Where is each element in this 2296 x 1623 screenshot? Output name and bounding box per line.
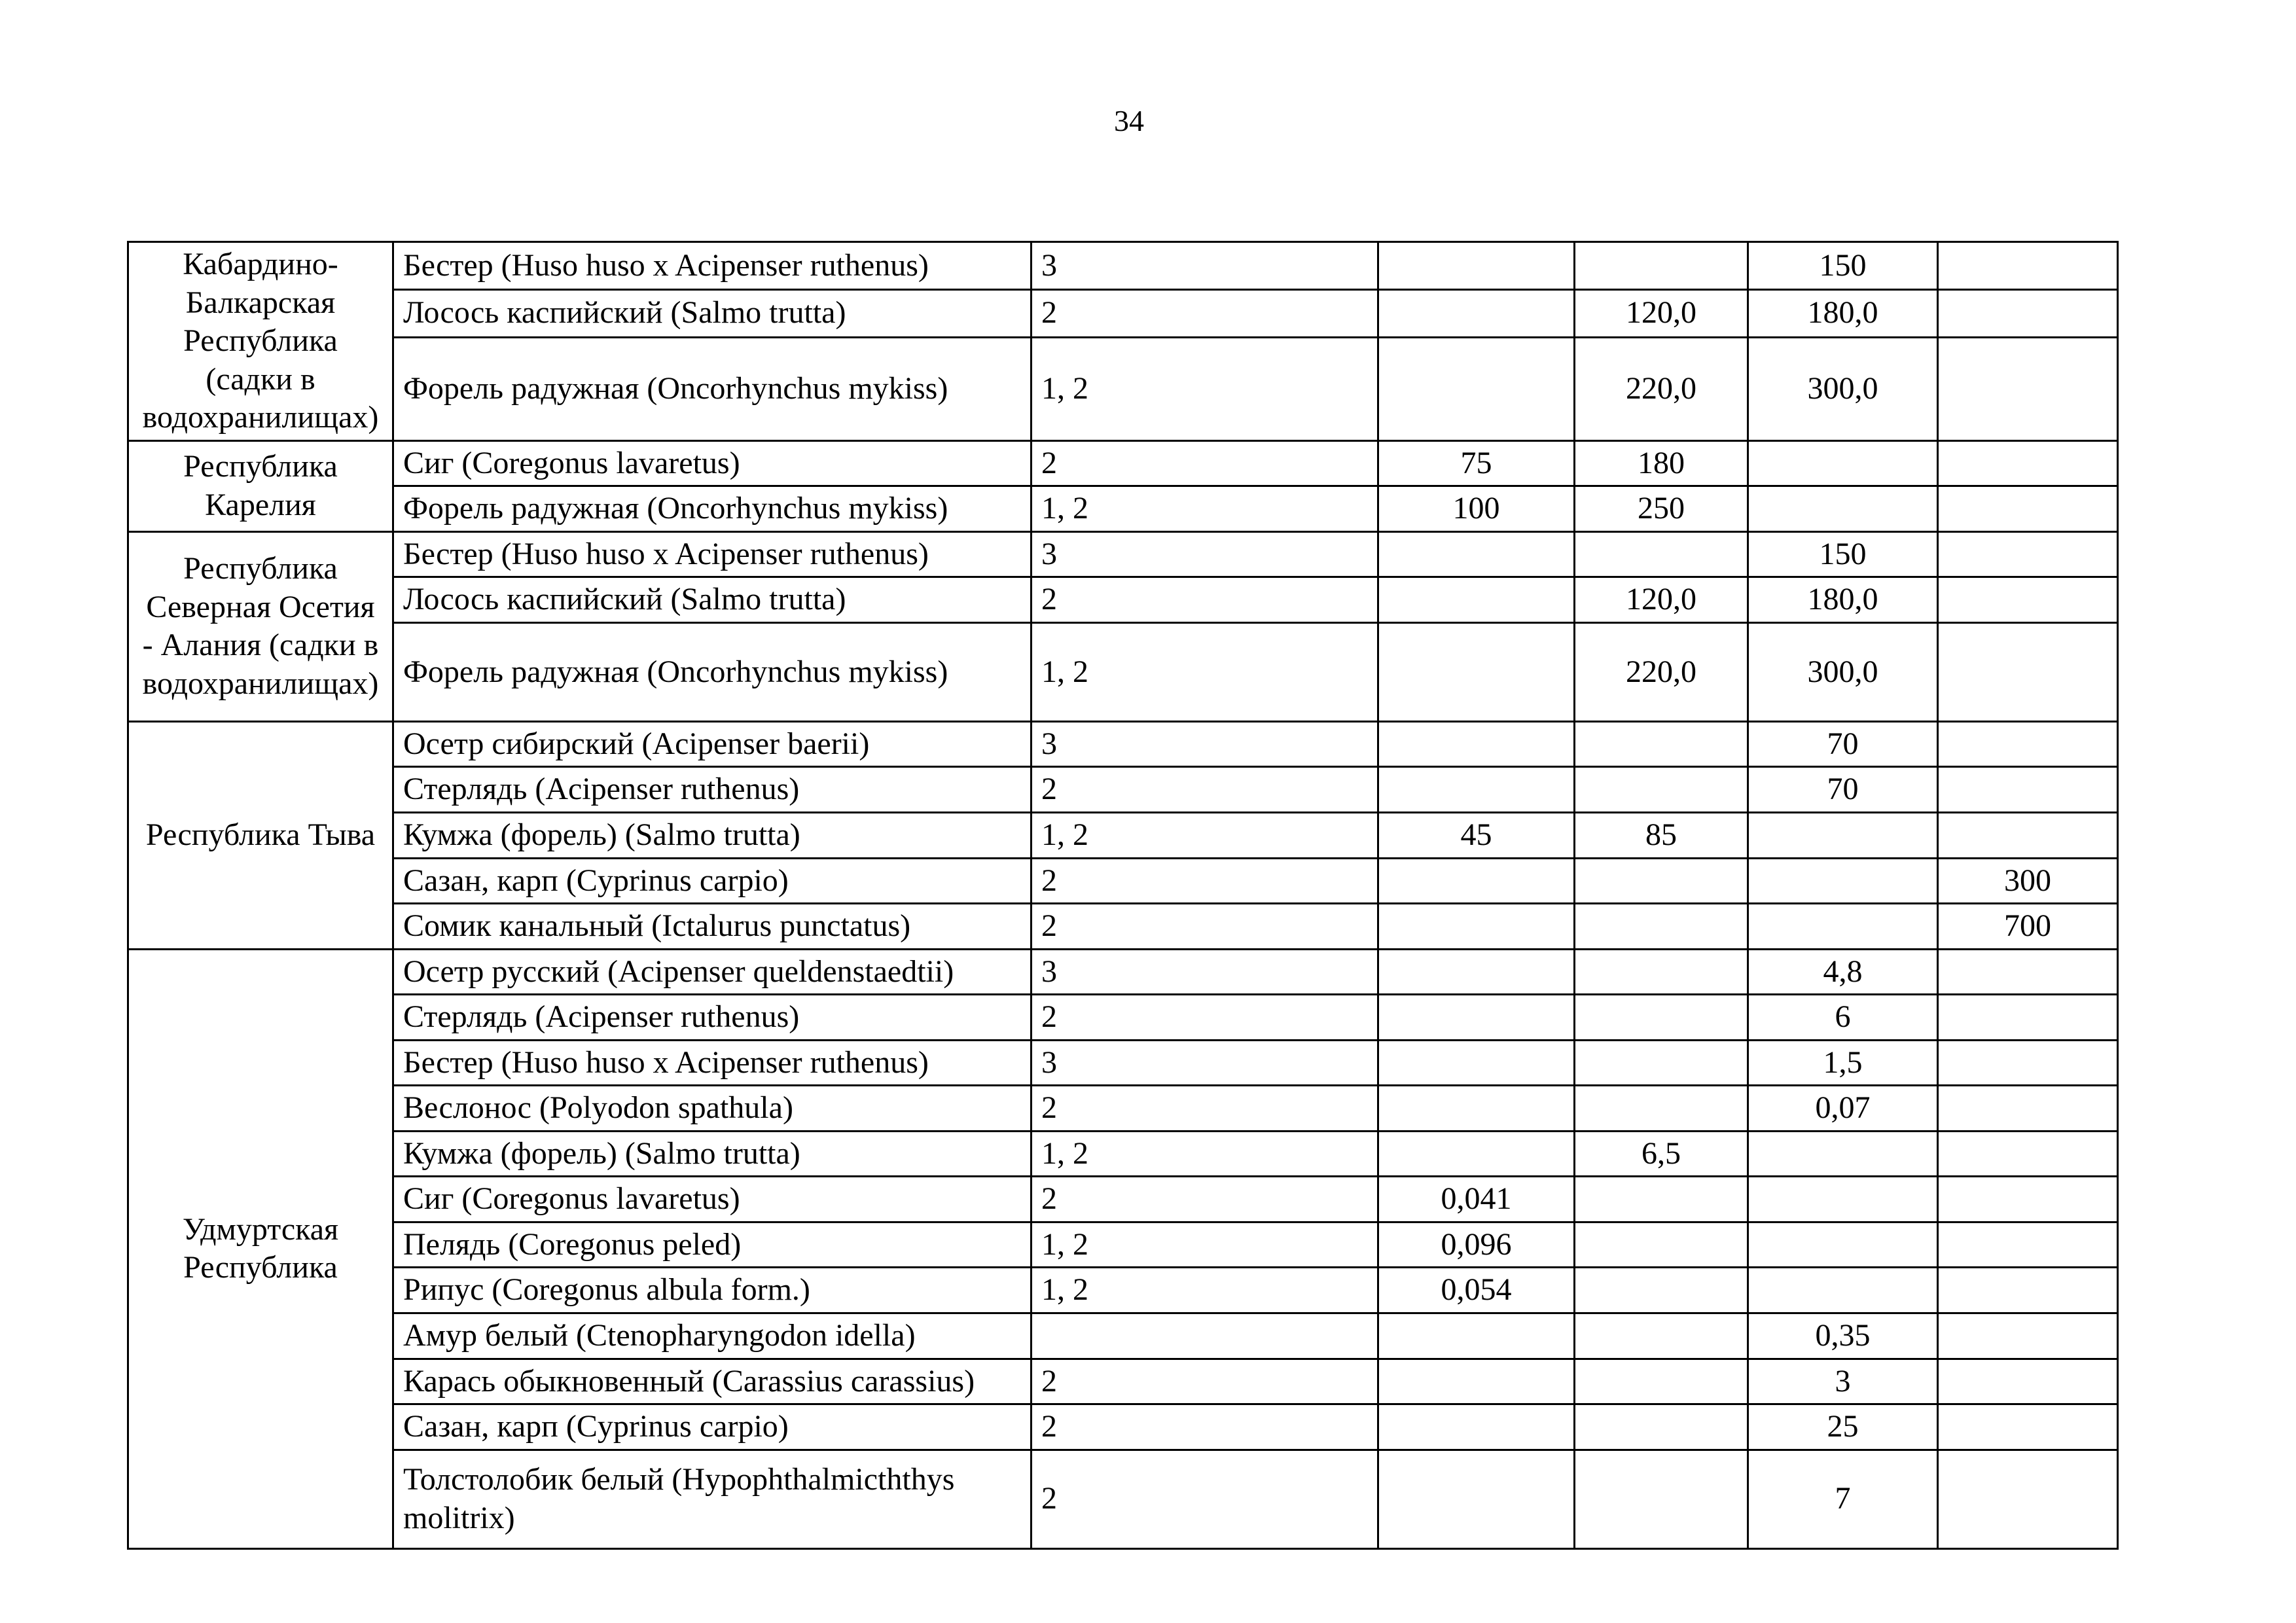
value-cell-2 (1575, 995, 1748, 1041)
value-cell-1 (1378, 1131, 1575, 1177)
value-cell-3 (1748, 813, 1938, 859)
value-cell-4 (1938, 531, 2118, 577)
table-row (128, 242, 2118, 290)
value-cell-2: 120,0 (1575, 577, 1748, 623)
zone-cell: 2 (1031, 904, 1378, 950)
value-cell-4 (1938, 242, 2118, 290)
species-cell: Бестер (Huso huso x Acipenser ruthenus) (393, 531, 1031, 577)
species-cell: Сазан, карп (Cyprinus carpio) (393, 1404, 1031, 1450)
zone-cell: 2 (1031, 577, 1378, 623)
species-cell: Стерлядь (Acipenser ruthenus) (393, 995, 1031, 1041)
region-cell: Кабардино-Балкарская Республика (садки в водохранилищах) (128, 242, 393, 441)
value-cell-2 (1575, 1177, 1748, 1222)
table-row (128, 486, 2118, 532)
table-row (128, 1040, 2118, 1086)
value-cell-1 (1378, 995, 1575, 1041)
value-cell-1: 100 (1378, 486, 1575, 532)
value-cell-3: 300,0 (1748, 622, 1938, 721)
value-cell-4: 700 (1938, 904, 2118, 950)
species-cell: Бестер (Huso huso x Acipenser ruthenus) (393, 1040, 1031, 1086)
table-row (128, 949, 2118, 995)
value-cell-4 (1938, 1177, 2118, 1222)
value-cell-4 (1938, 721, 2118, 767)
table-row (128, 1450, 2118, 1548)
table-row (128, 1086, 2118, 1132)
value-cell-1: 0,041 (1378, 1177, 1575, 1222)
value-cell-4 (1938, 767, 2118, 813)
value-cell-3: 180,0 (1748, 289, 1938, 337)
value-cell-3: 180,0 (1748, 577, 1938, 623)
species-cell: Форель радужная (Oncorhynchus mykiss) (393, 622, 1031, 721)
species-cell: Форель радужная (Oncorhynchus mykiss) (393, 486, 1031, 532)
zone-cell: 2 (1031, 440, 1378, 486)
species-cell: Лосось каспийский (Salmo trutta) (393, 577, 1031, 623)
zone-cell: 2 (1031, 1359, 1378, 1404)
value-cell-1 (1378, 289, 1575, 337)
value-cell-3: 7 (1748, 1450, 1938, 1548)
value-cell-4 (1938, 1131, 2118, 1177)
value-cell-1 (1378, 531, 1575, 577)
value-cell-1 (1378, 1359, 1575, 1404)
zone-cell: 1, 2 (1031, 1131, 1378, 1177)
value-cell-1 (1378, 622, 1575, 721)
value-cell-2 (1575, 858, 1748, 904)
value-cell-1 (1378, 1313, 1575, 1359)
species-cell: Бестер (Huso huso x Acipenser ruthenus) (393, 242, 1031, 290)
value-cell-4 (1938, 1359, 2118, 1404)
zone-cell: 2 (1031, 1450, 1378, 1548)
value-cell-2: 85 (1575, 813, 1748, 859)
value-cell-3: 1,5 (1748, 1040, 1938, 1086)
value-cell-3 (1748, 486, 1938, 532)
zone-cell: 2 (1031, 1404, 1378, 1450)
value-cell-4: 300 (1938, 858, 2118, 904)
value-cell-4 (1938, 1404, 2118, 1450)
region-cell: Республика Тыва (128, 721, 393, 949)
zone-cell: 1, 2 (1031, 1222, 1378, 1268)
value-cell-3: 4,8 (1748, 949, 1938, 995)
table-row (128, 813, 2118, 859)
zone-cell: 3 (1031, 721, 1378, 767)
species-cell: Рипус (Coregonus albula form.) (393, 1268, 1031, 1313)
species-cell: Карась обыкновенный (Carassius carassius) (393, 1359, 1031, 1404)
value-cell-2 (1575, 1086, 1748, 1132)
table-row (128, 1222, 2118, 1268)
zone-cell: 1, 2 (1031, 622, 1378, 721)
value-cell-1: 0,054 (1378, 1268, 1575, 1313)
species-cell: Сазан, карп (Cyprinus carpio) (393, 858, 1031, 904)
species-cell: Лосось каспийский (Salmo trutta) (393, 289, 1031, 337)
value-cell-4 (1938, 486, 2118, 532)
value-cell-3 (1748, 1131, 1938, 1177)
species-cell: Форель радужная (Oncorhynchus mykiss) (393, 337, 1031, 440)
table-row (128, 289, 2118, 337)
table-row (128, 1313, 2118, 1359)
value-cell-1 (1378, 949, 1575, 995)
value-cell-1 (1378, 858, 1575, 904)
zone-cell: 3 (1031, 949, 1378, 995)
value-cell-2: 250 (1575, 486, 1748, 532)
table-row (128, 767, 2118, 813)
value-cell-4 (1938, 1086, 2118, 1132)
value-cell-1: 75 (1378, 440, 1575, 486)
zone-cell: 1, 2 (1031, 486, 1378, 532)
page-number: 34 (1114, 104, 1144, 137)
value-cell-2: 180 (1575, 440, 1748, 486)
value-cell-2: 120,0 (1575, 289, 1748, 337)
zone-cell: 2 (1031, 995, 1378, 1041)
value-cell-1 (1378, 904, 1575, 950)
value-cell-4 (1938, 1222, 2118, 1268)
table-body (128, 242, 2118, 1549)
value-cell-4 (1938, 949, 2118, 995)
value-cell-1 (1378, 1404, 1575, 1450)
region-cell: Республика Северная Осетия - Алания (садки в водохранилищах) (128, 531, 393, 721)
species-cell: Сиг (Coregonus lavaretus) (393, 1177, 1031, 1222)
value-cell-4 (1938, 1313, 2118, 1359)
value-cell-2 (1575, 904, 1748, 950)
value-cell-1 (1378, 1086, 1575, 1132)
value-cell-2 (1575, 949, 1748, 995)
zone-cell: 2 (1031, 289, 1378, 337)
zone-cell: 3 (1031, 242, 1378, 290)
zone-cell: 3 (1031, 531, 1378, 577)
value-cell-3: 300,0 (1748, 337, 1938, 440)
species-cell: Осетр сибирский (Acipenser baerii) (393, 721, 1031, 767)
aquaculture-table (127, 241, 2119, 1550)
zone-cell: 2 (1031, 1086, 1378, 1132)
value-cell-2 (1575, 531, 1748, 577)
table-row (128, 904, 2118, 950)
value-cell-2 (1575, 242, 1748, 290)
value-cell-2 (1575, 1404, 1748, 1450)
value-cell-3: 25 (1748, 1404, 1938, 1450)
species-cell: Кумжа (форель) (Salmo trutta) (393, 1131, 1031, 1177)
value-cell-4 (1938, 1268, 2118, 1313)
value-cell-3: 150 (1748, 242, 1938, 290)
value-cell-1 (1378, 721, 1575, 767)
value-cell-1 (1378, 577, 1575, 623)
region-cell: Республика Карелия (128, 440, 393, 531)
value-cell-4 (1938, 1040, 2118, 1086)
value-cell-3 (1748, 1177, 1938, 1222)
table-row (128, 1177, 2118, 1222)
species-cell: Веслонос (Polyodon spathula) (393, 1086, 1031, 1132)
zone-cell: 2 (1031, 1177, 1378, 1222)
table-row (128, 1268, 2118, 1313)
value-cell-1: 45 (1378, 813, 1575, 859)
value-cell-2 (1575, 1222, 1748, 1268)
value-cell-2 (1575, 1268, 1748, 1313)
value-cell-3: 70 (1748, 721, 1938, 767)
value-cell-1 (1378, 242, 1575, 290)
zone-cell: 2 (1031, 858, 1378, 904)
value-cell-1 (1378, 1040, 1575, 1086)
value-cell-2: 6,5 (1575, 1131, 1748, 1177)
value-cell-2 (1575, 767, 1748, 813)
species-cell: Осетр русский (Acipenser queldenstaedtii) (393, 949, 1031, 995)
value-cell-3: 150 (1748, 531, 1938, 577)
value-cell-2: 220,0 (1575, 622, 1748, 721)
table-row (128, 995, 2118, 1041)
table-row (128, 721, 2118, 767)
value-cell-4 (1938, 813, 2118, 859)
value-cell-4 (1938, 577, 2118, 623)
species-cell: Толстолобик белый (Hypophthalmicththys molitrix) (393, 1450, 1031, 1548)
table-row (128, 622, 2118, 721)
region-cell: Удмуртская Республика (128, 949, 393, 1548)
value-cell-2 (1575, 1040, 1748, 1086)
value-cell-3: 0,07 (1748, 1086, 1938, 1132)
value-cell-1 (1378, 337, 1575, 440)
table-row (128, 440, 2118, 486)
table-row (128, 1359, 2118, 1404)
value-cell-2 (1575, 1450, 1748, 1548)
value-cell-2: 220,0 (1575, 337, 1748, 440)
value-cell-4 (1938, 995, 2118, 1041)
table-row (128, 1131, 2118, 1177)
table-row (128, 337, 2118, 440)
zone-cell: 2 (1031, 767, 1378, 813)
value-cell-4 (1938, 1450, 2118, 1548)
table-row (128, 531, 2118, 577)
zone-cell: 3 (1031, 1040, 1378, 1086)
species-cell: Стерлядь (Acipenser ruthenus) (393, 767, 1031, 813)
value-cell-1: 0,096 (1378, 1222, 1575, 1268)
value-cell-3 (1748, 440, 1938, 486)
zone-cell: 1, 2 (1031, 1268, 1378, 1313)
value-cell-2 (1575, 1313, 1748, 1359)
value-cell-3: 6 (1748, 995, 1938, 1041)
value-cell-3 (1748, 858, 1938, 904)
table-row (128, 1404, 2118, 1450)
value-cell-4 (1938, 337, 2118, 440)
value-cell-3 (1748, 904, 1938, 950)
zone-cell: 1, 2 (1031, 813, 1378, 859)
species-cell: Сиг (Coregonus lavaretus) (393, 440, 1031, 486)
species-cell: Кумжа (форель) (Salmo trutta) (393, 813, 1031, 859)
zone-cell: 1, 2 (1031, 337, 1378, 440)
value-cell-3: 0,35 (1748, 1313, 1938, 1359)
table-row (128, 577, 2118, 623)
value-cell-4 (1938, 289, 2118, 337)
value-cell-3 (1748, 1222, 1938, 1268)
value-cell-1 (1378, 1450, 1575, 1548)
table-row (128, 858, 2118, 904)
value-cell-3 (1748, 1268, 1938, 1313)
value-cell-3: 3 (1748, 1359, 1938, 1404)
value-cell-3: 70 (1748, 767, 1938, 813)
value-cell-2 (1575, 1359, 1748, 1404)
species-cell: Амур белый (Ctenopharyngodon idella) (393, 1313, 1031, 1359)
value-cell-1 (1378, 767, 1575, 813)
value-cell-2 (1575, 721, 1748, 767)
species-cell: Сомик канальный (Ictalurus punctatus) (393, 904, 1031, 950)
value-cell-4 (1938, 622, 2118, 721)
species-cell: Пелядь (Coregonus peled) (393, 1222, 1031, 1268)
zone-cell (1031, 1313, 1378, 1359)
value-cell-4 (1938, 440, 2118, 486)
